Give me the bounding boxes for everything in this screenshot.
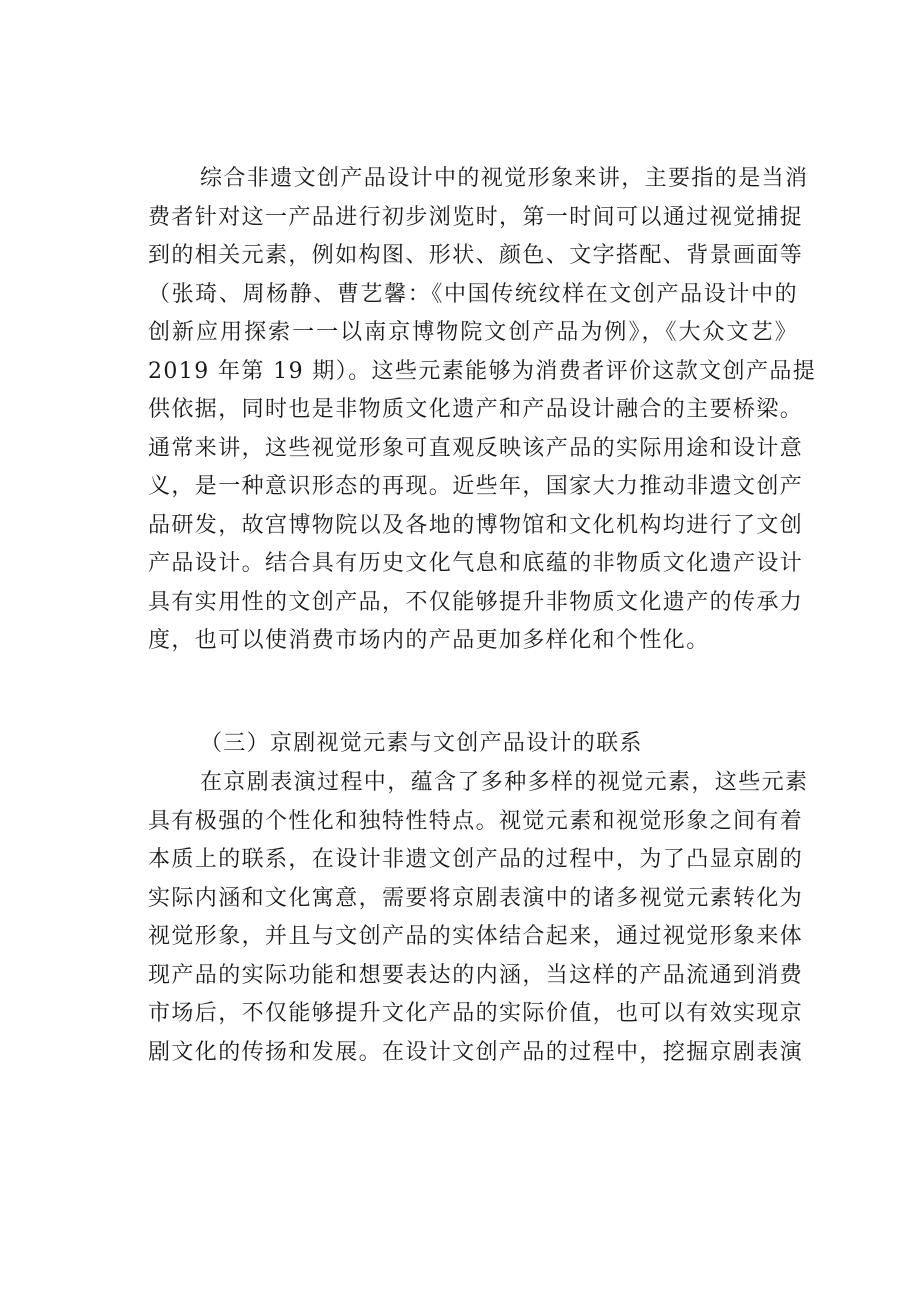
paragraph-1-line: 度，也可以使消费市场内的产品更加多样化和个性化。 <box>148 628 710 653</box>
section-heading: （三）京剧视觉元素与文创产品设计的联系 <box>200 731 643 756</box>
paragraph-1-line: 2019 年第 19 期）。这些元素能够为消费者评价这款文创产品提 <box>148 358 817 384</box>
paragraph-1-line: （张琦、周杨静、曹艺馨：《中国传统纹样在文创产品设计中的 <box>148 281 798 307</box>
paragraph-2-line: 实际内涵和文化寓意，需要将京剧表演中的诸多视觉元素转化为 <box>148 885 804 911</box>
paragraph-1-line: 综合非遗文创产品设计中的视觉形象来讲，主要指的是当消 <box>200 166 809 191</box>
paragraph-1-line: 到的相关元素，例如构图、形状、颜色、文字搭配、背景画面等 <box>148 243 804 268</box>
paragraph-1-line: 供依据，同时也是非物质文化遗产和产品设计融合的主要桥梁。 <box>148 397 804 422</box>
paragraph-2-line: 市场后，不仅能够提升文化产品的实际价值，也可以有效实现京 <box>148 1001 804 1026</box>
paragraph-1-line: 品研发，故宫博物院以及各地的博物馆和文化机构均进行了文创 <box>148 512 804 538</box>
paragraph-1-line: 产品设计。结合具有历史文化气息和底蕴的非物质文化遗产设计 <box>148 551 804 576</box>
paragraph-2-line: 视觉形象，并且与文创产品的实体结合起来，通过视觉形象来体 <box>148 924 804 949</box>
paragraph-2-line: 在京剧表演过程中，蕴含了多种多样的视觉元素，这些元素 <box>200 770 809 795</box>
paragraph-2-line: 具有极强的个性化和独特性特点。视觉元素和视觉形象之间有着 <box>148 808 804 834</box>
paragraph-2-line: 剧文化的传扬和发展。在设计文创产品的过程中，挖掘京剧表演 <box>148 1039 804 1065</box>
paragraph-1-line: 费者针对这一产品进行初步浏览时，第一时间可以通过视觉捕捉 <box>148 204 804 230</box>
paragraph-1 <box>148 160 817 661</box>
paragraph-2-line: 本质上的联系，在设计非遗文创产品的过程中，为了凸显京剧的 <box>148 847 804 872</box>
paragraph-2-line: 现产品的实际功能和想要表达的内涵，当这样的产品流通到消费 <box>148 962 804 988</box>
paragraph-1-line: 义，是一种意识形态的再现。近些年，国家大力推动非遗文创产 <box>148 474 804 499</box>
paragraph-1-line: 通常来讲，这些视觉形象可直观反映该产品的实际用途和设计意 <box>148 435 804 461</box>
paragraph-2 <box>148 764 809 1072</box>
paragraph-1-line: 具有实用性的文创产品，不仅能够提升非物质文化遗产的传承力 <box>148 589 804 615</box>
paragraph-1-line: 创新应用探索一一以南京博物院文创产品为例》，《大众文艺》 <box>148 320 798 345</box>
